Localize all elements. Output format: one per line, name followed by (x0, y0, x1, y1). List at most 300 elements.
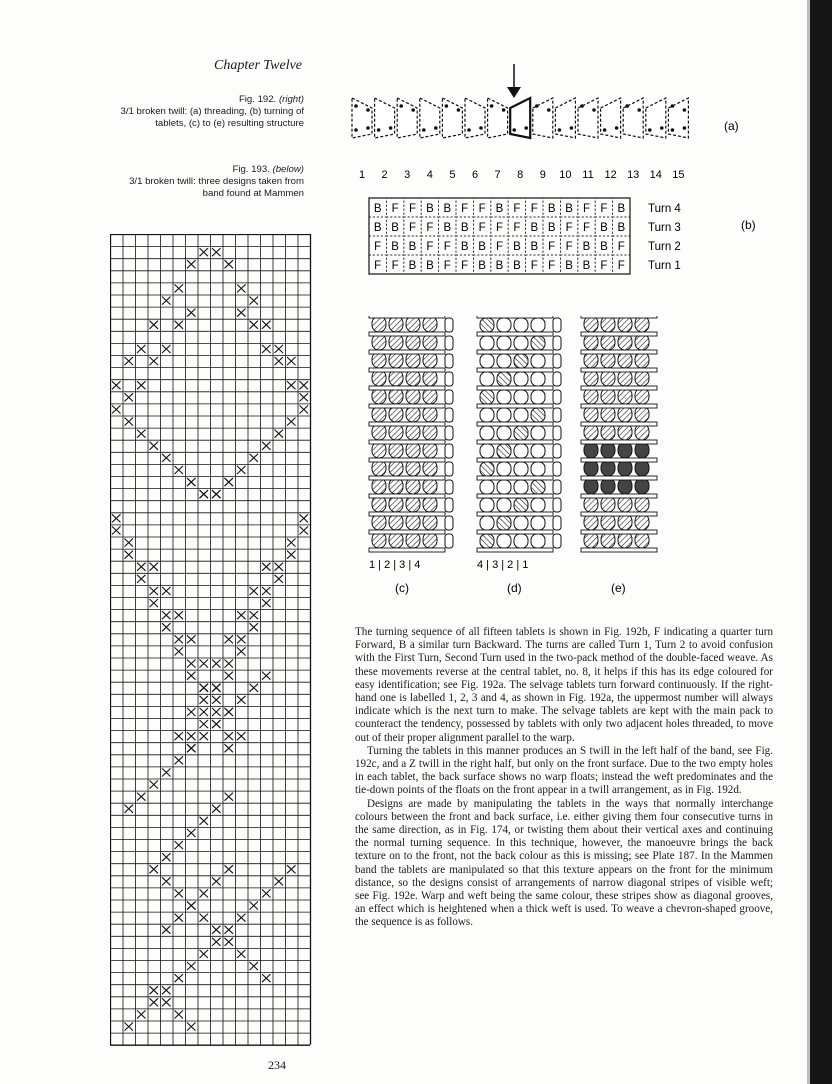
turn-cell-value: F (391, 203, 399, 215)
turn-cell-value: F (478, 203, 486, 215)
tablet-number: 11 (582, 169, 594, 181)
selvage-bead (445, 480, 453, 494)
cross-mark (300, 526, 309, 534)
structure-c-scale: 1 | 2 | 3 | 4 (369, 559, 421, 571)
cross-mark (162, 611, 171, 619)
hole (502, 108, 506, 112)
cross-mark (225, 478, 234, 486)
cross-mark (150, 563, 159, 571)
hole (399, 104, 403, 108)
selvage-bead (445, 318, 453, 332)
selvage-bead (553, 390, 561, 404)
turn-cell-value: F (426, 241, 434, 253)
cross-mark (150, 599, 159, 607)
selvage-bead (553, 498, 561, 512)
selvage-bead (445, 462, 453, 476)
cross-mark (112, 381, 121, 389)
weft-rod (477, 404, 553, 408)
weft-rod (477, 440, 553, 444)
down-arrow-icon (507, 64, 521, 98)
weft-pick (480, 444, 494, 458)
hole (660, 126, 664, 130)
selvage-bead (445, 336, 453, 350)
selvage-bead (553, 354, 561, 368)
cross-mark (137, 575, 146, 583)
turn-cell-value: F (548, 241, 556, 253)
hole (570, 126, 574, 130)
weft-rod (581, 368, 657, 372)
structure-d-drawing (477, 316, 561, 552)
cross-mark (137, 345, 146, 353)
tablet-number: 10 (559, 169, 572, 181)
cross-mark (175, 841, 184, 849)
cross-mark (262, 889, 271, 897)
turn-cell-value: B (565, 260, 573, 272)
hole (434, 126, 438, 130)
weft-pick (480, 408, 494, 422)
structure-d-scale: 4 | 3 | 2 | 1 (477, 559, 529, 571)
hole (683, 108, 687, 112)
turn-cell-value: B (426, 203, 434, 215)
cross-mark (275, 877, 284, 885)
cross-mark (162, 297, 171, 305)
cross-mark (250, 611, 259, 619)
weft-pick (514, 534, 528, 548)
cross-mark (300, 393, 309, 401)
figure-193-caption (118, 164, 304, 200)
cross-mark (162, 986, 171, 994)
turn-cell-value: F (600, 260, 608, 272)
turn-cell-value: B (443, 222, 452, 234)
weft-rod (581, 350, 657, 354)
weft-rod (581, 458, 657, 462)
turn-label: Turn 2 (648, 241, 681, 253)
selvage-bead (445, 534, 453, 548)
turn-cell-value: B (391, 241, 399, 253)
cross-mark (112, 405, 121, 413)
turn-cell-value: B (478, 260, 486, 272)
caption-label: Fig. 193. (232, 164, 273, 175)
page-number: 234 (268, 1058, 286, 1072)
weft-rod (369, 548, 445, 552)
weft-pick (514, 354, 528, 368)
cross-mark (175, 611, 184, 619)
cross-mark (212, 660, 221, 668)
turn-cell-value: F (391, 260, 399, 272)
turn-cell-value: B (373, 203, 382, 215)
hole (592, 108, 596, 112)
cross-mark (112, 526, 121, 534)
hole (637, 108, 641, 112)
cross-mark (125, 551, 134, 559)
cross-mark (237, 732, 246, 740)
weft-pick (514, 318, 528, 332)
turn-cell-value: B (513, 260, 521, 272)
cross-mark (225, 865, 234, 873)
selvage-bead (445, 426, 453, 440)
cross-mark (225, 793, 234, 801)
turn-cell-value: F (495, 241, 504, 253)
paragraph: Turning the tablets in this manner produces an S twill in the left half of the band, see Fig. 192c, and a Z twill in the right half, but only on the front surface. Due to the two empty holes in each tablet, the back surface shows no warp floats; instead the weft predominates and the tie-down points of the floats on the front appear in a twill arrangement, as in Fig. 192d. (355, 744, 773, 797)
selvage-bead (553, 534, 561, 548)
cross-mark (150, 587, 159, 595)
weft-pick (531, 444, 545, 458)
weft-rod (369, 494, 445, 498)
weft-rod (477, 530, 553, 534)
caption-label-note: (right) (278, 94, 304, 105)
cross-mark (150, 357, 159, 365)
turn-cell-value: F (617, 241, 625, 253)
weft-pick (514, 462, 528, 476)
turn-label: Turn 4 (648, 203, 681, 215)
cross-mark (137, 793, 146, 801)
cross-mark (300, 514, 309, 522)
turning-table (365, 196, 775, 281)
cross-mark (237, 950, 246, 958)
structure-e-label: (e) (611, 581, 626, 595)
cross-mark (150, 321, 159, 329)
tablet (352, 98, 372, 138)
weft-pick (480, 480, 494, 494)
weft-pick (531, 534, 545, 548)
turn-cell-value: F (461, 203, 469, 215)
weft-rod (477, 350, 553, 354)
cross-mark (200, 817, 209, 825)
weft-rod (581, 332, 657, 336)
weft-pick (497, 480, 511, 494)
weft-rod (477, 458, 553, 462)
turn-cell-value: F (374, 241, 382, 253)
cross-mark (225, 732, 234, 740)
turn-cell-value: B (373, 222, 382, 234)
cross-mark (300, 405, 309, 413)
hole (671, 128, 675, 132)
selvage-bead (553, 516, 561, 530)
selvage-bead (445, 498, 453, 512)
cross-mark (175, 284, 184, 292)
cross-mark (212, 877, 221, 885)
turn-cell-value: F (426, 222, 434, 234)
cross-mark (287, 357, 296, 365)
weft-rod (369, 316, 445, 318)
turn-cell-value: B (391, 222, 399, 234)
tablet (578, 98, 598, 138)
turn-cell-value: B (530, 241, 539, 253)
weft-pick (497, 516, 511, 530)
cross-mark (237, 284, 246, 292)
weft-pick (531, 462, 545, 476)
weft-rod (581, 404, 657, 408)
weft-pick (531, 354, 545, 368)
structure-c-label: (c) (395, 581, 409, 595)
turn-cell-value: B (513, 241, 521, 253)
page-edge-gutter (807, 0, 810, 1084)
cross-mark (162, 998, 171, 1006)
cross-mark (287, 551, 296, 559)
cross-mark (175, 647, 184, 655)
weft-pick (497, 336, 511, 350)
weft-pick (514, 390, 528, 404)
tablet-number: 4 (426, 169, 433, 181)
weft-pick (497, 408, 511, 422)
weft-pick (531, 318, 545, 332)
weft-pick (480, 462, 494, 476)
turn-cell-value: B (408, 241, 417, 253)
cross-mark (225, 708, 234, 716)
caption-label: Fig. 192. (238, 94, 279, 105)
cross-mark (200, 684, 209, 692)
weft-rod (477, 512, 553, 516)
weft-pick (531, 390, 545, 404)
cross-mark (187, 829, 196, 837)
tablet (442, 98, 462, 138)
cross-mark (287, 418, 296, 426)
hole (354, 104, 358, 108)
weft-pick (531, 336, 545, 350)
weft-pick (531, 498, 545, 512)
cross-mark (225, 744, 234, 752)
turn-cell-value: F (582, 222, 591, 234)
cross-mark (187, 478, 196, 486)
cross-mark (162, 587, 171, 595)
weft-rod (477, 422, 553, 426)
turn-cell-value: F (617, 260, 625, 272)
cross-mark (237, 696, 246, 704)
weft-rod (477, 332, 553, 336)
turn-cell-value: B (443, 203, 452, 215)
tablet-number-row (359, 169, 685, 181)
weft-rod (369, 386, 445, 390)
tablet (488, 98, 508, 138)
weft-rod (477, 316, 553, 318)
cross-mark (200, 696, 209, 704)
hole (648, 128, 652, 132)
hole (580, 104, 584, 108)
weft-rod (581, 512, 657, 516)
cross-mark (137, 430, 146, 438)
structure-c-drawing (369, 316, 453, 552)
cross-mark (162, 853, 171, 861)
tablet-row (352, 98, 688, 138)
cross-mark (200, 914, 209, 922)
part-b-label: (b) (741, 218, 756, 232)
cross-mark (262, 442, 271, 450)
turn-cell-value: F (443, 260, 451, 272)
turn-cell-value: F (478, 222, 486, 234)
weft-pick (480, 498, 494, 512)
cross-mark (275, 357, 284, 365)
cross-mark (150, 442, 159, 450)
turn-cell-value: B (408, 260, 417, 272)
cross-mark (212, 720, 221, 728)
cross-mark (187, 672, 196, 680)
weft-pick (480, 336, 494, 350)
cross-mark (150, 781, 159, 789)
hole (524, 126, 528, 130)
structure-drawings (365, 316, 665, 596)
turn-cell-value: B (495, 260, 504, 272)
weft-pick (531, 426, 545, 440)
weft-pick (514, 426, 528, 440)
cross-mark (187, 660, 196, 668)
caption-label-note: (below) (272, 164, 304, 175)
selvage-bead (553, 318, 561, 332)
cross-mark (125, 1023, 134, 1031)
turn-cell-value: F (548, 260, 556, 272)
turn-cell-value: B (530, 222, 539, 234)
cross-mark (237, 914, 246, 922)
tablet-number: 8 (517, 169, 524, 181)
cross-mark (275, 563, 284, 571)
cross-mark (275, 345, 284, 353)
cross-mark (137, 563, 146, 571)
selvage-bead (445, 444, 453, 458)
weft-rod (477, 386, 553, 390)
weft-pick (531, 516, 545, 530)
hole (457, 108, 461, 112)
selvage-bead (553, 372, 561, 386)
cross-mark (200, 490, 209, 498)
paragraph: Designs are made by manipulating the tablets in the ways that normally interchange colours between the front and back surface, i.e. either giving them four consecutive turns in the same direction, as in Fig. 174, or twisting them about their vertical axes and continuing the normal turning sequence. In this technique, however, the manoeuvre brings the back texture on to the front, not the back colour as this is missing; see Plate 187. In the Mammen band the tablets are manipulated so that this texture appears on the front for the minimum distance, so the designs consist of arrangements of narrow diagonal stripes of visible weft; see Fig. 192e. Warp and weft being the same colour, these stripes show as diagonal grooves, an effect which is heightened when a thick weft is used. To weave a chevron-shaped groove, the sequence is as follows. (355, 797, 773, 929)
cross-mark (212, 696, 221, 704)
cross-mark (150, 865, 159, 873)
cross-mark (225, 635, 234, 643)
weft-pick (497, 462, 511, 476)
cross-mark (212, 684, 221, 692)
tablet (510, 98, 530, 138)
tablet-number: 3 (404, 169, 411, 181)
cross-mark (187, 744, 196, 752)
cross-mark (250, 623, 259, 631)
cross-mark (262, 563, 271, 571)
page-edge-shadow (810, 0, 832, 1084)
weft-pick (514, 336, 528, 350)
weft-pick (514, 408, 528, 422)
threading-diagram (340, 60, 760, 190)
tablet (397, 98, 417, 138)
turn-cell-value: F (565, 241, 573, 253)
turn-cell-value: F (600, 203, 608, 215)
cross-mark (287, 539, 296, 547)
weft-pick (480, 534, 494, 548)
cross-mark (250, 902, 259, 910)
weft-pick (480, 372, 494, 386)
cross-mark (200, 660, 209, 668)
hole (558, 128, 562, 132)
weft-rod (581, 548, 657, 552)
hole (512, 128, 516, 132)
cross-mark (175, 635, 184, 643)
tablet-number: 2 (381, 169, 388, 181)
structure-d-label: (d) (507, 581, 522, 595)
turn-cell-value: B (460, 241, 469, 253)
weft-pick (480, 318, 494, 332)
hole (683, 126, 687, 130)
tablet (646, 98, 666, 138)
turn-cell-value: F (513, 203, 521, 215)
selvage-bead (445, 516, 453, 530)
hole (547, 108, 551, 112)
cross-mark (225, 938, 234, 946)
cross-mark (212, 708, 221, 716)
hole (467, 128, 471, 132)
weft-rod (477, 494, 553, 498)
weft-rod (581, 316, 657, 318)
cross-mark (175, 732, 184, 740)
tablet-number: 6 (471, 169, 479, 181)
turn-cell-value: F (565, 222, 573, 234)
cross-mark (187, 902, 196, 910)
turn-cell-value: B (547, 203, 556, 215)
caption-text: 3/1 broken twill: three designs taken from band found at Mammen (129, 176, 304, 199)
tablet-number: 13 (627, 169, 640, 181)
selvage-bead (553, 480, 561, 494)
weft-rod (369, 512, 445, 516)
cross-mark (250, 684, 259, 692)
cross-mark (225, 260, 234, 268)
selvage-bead (553, 336, 561, 350)
weft-pick (480, 426, 494, 440)
hole (366, 108, 370, 112)
tablet (623, 98, 643, 138)
tablet (420, 98, 440, 138)
weft-rod (369, 350, 445, 354)
weft-rod (581, 476, 657, 480)
hole (389, 126, 393, 130)
weft-rod (477, 476, 553, 480)
hole (490, 104, 494, 108)
cross-mark (200, 708, 209, 716)
hole (671, 104, 675, 108)
cross-mark (262, 345, 271, 353)
weft-pick (514, 372, 528, 386)
weft-rod (477, 548, 553, 552)
weft-pick (497, 372, 511, 386)
turn-cell-value: B (617, 203, 626, 215)
turn-cell-value: B (617, 222, 626, 234)
turn-cell-value: F (374, 260, 382, 272)
turn-cell-value: F (513, 222, 521, 234)
weft-pick (531, 372, 545, 386)
cross-mark (262, 587, 271, 595)
body-text (355, 626, 773, 930)
weft-rod (369, 476, 445, 480)
turn-cell-value: B (582, 241, 591, 253)
tablet-number: 1 (358, 169, 366, 181)
hole (366, 126, 370, 130)
cross-mark (175, 756, 184, 764)
weft-rod (581, 530, 657, 534)
cross-mark (137, 381, 146, 389)
tablet-number: 7 (494, 169, 501, 181)
weft-rod (369, 404, 445, 408)
tablet (668, 98, 688, 138)
cross-mark (237, 635, 246, 643)
cross-mark (287, 381, 296, 389)
weft-pick (480, 354, 494, 368)
cross-mark (187, 635, 196, 643)
turn-cell-value: B (565, 203, 573, 215)
weft-rod (581, 422, 657, 426)
weft-pick (497, 444, 511, 458)
turn-cell-value: F (408, 203, 417, 215)
cross-mark (137, 1010, 146, 1018)
weft-rod (369, 332, 445, 336)
cross-mark (250, 454, 259, 462)
cross-mark (212, 938, 221, 946)
turn-cell-value: B (478, 241, 486, 253)
cross-mark (175, 466, 184, 474)
